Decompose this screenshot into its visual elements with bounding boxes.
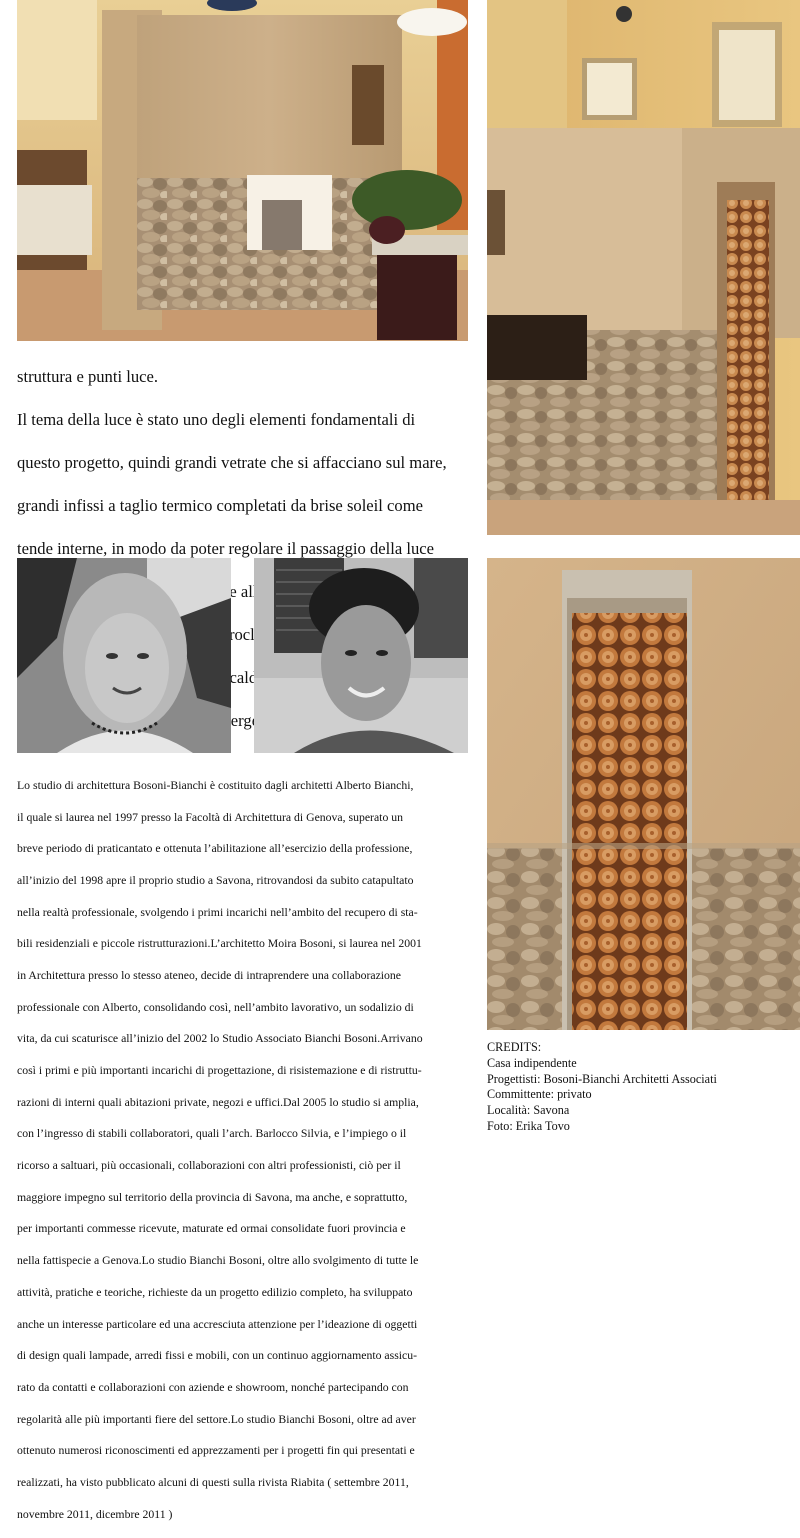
bio-line: realizzati, ha visto pubblicato alcuni di questi sulla rivista Riabita ( settembre 2011,: [17, 1475, 409, 1489]
bio-line: ricorso a saltuari, più occasionali, collaborazioni con altri professionisti, ciò per il: [17, 1159, 401, 1173]
bio-line: così i primi e più importanti incarichi di progettazione, di risistemazione e di ristruttu-: [17, 1064, 422, 1078]
bio-line: nella fattispecie a Genova.Lo studio Bianchi Bosoni, oltre allo svolgimento di tutte le: [17, 1254, 419, 1268]
bio-line: bili residenziali e piccole ristrutturazioni.L’architetto Moira Bosoni, si laurea nel 2001: [17, 937, 422, 951]
photo-fireplace-living-room: [17, 0, 468, 341]
bio-line: maggiore impegno sul territorio della provincia di Savona, ma anche, e soprattutto,: [17, 1190, 408, 1204]
bio-line: attività, pratiche e teoriche, richieste da un progetto edilizio completo, ha sviluppato: [17, 1285, 413, 1299]
bio-line: ottenuto numerosi riconoscimenti ed apprezzamenti per i progetti fin qui presentati e: [17, 1444, 415, 1458]
bio-line: per importanti commesse ricevute, maturate ed ormai consolidate fuori provincia e: [17, 1222, 406, 1236]
article-line: alle: [240, 581, 265, 601]
article-line: Il tema della luce è stato uno degli elementi fondamentali di: [17, 409, 416, 429]
bio-line: rato da contatti e collaborazioni con aziende e showroom, nonché partecipando con: [17, 1380, 409, 1394]
bio-line: professionale con Alberto, consolidando così, nell’ambito lavorativo, un sodalizio di: [17, 1000, 414, 1014]
credits-line: Foto: Erika Tovo: [487, 1118, 570, 1133]
credits-line: Casa indipendente: [487, 1055, 577, 1070]
bio-line: vita, da cui scaturisce all’inizio del 2002 lo Studio Associato Bianchi Bosoni.Arrivano: [17, 1032, 423, 1046]
credits-heading: CREDITS:: [487, 1040, 542, 1054]
bio-line: Lo studio di architettura Bosoni-Bianchi è costituito dagli architetti Alberto Bianchi,: [17, 778, 414, 792]
photo-firewood-niche: [487, 558, 800, 1030]
bio-line: regolarità alle più importanti fiere del settore.Lo studio Bianchi Bosoni, oltre ad aver: [17, 1412, 416, 1426]
studio-biography-text: [17, 762, 482, 1538]
article-line: grandi infissi a taglio termico completati da brise soleil come: [17, 495, 423, 515]
article-line: tende interne, in modo da poter regolare il passaggio della luce: [17, 538, 434, 558]
bio-line: di design quali lampade, arredi fissi e mobili, con un continuo aggiornamento assicu-: [17, 1349, 418, 1363]
credits-line: Committente: privato: [487, 1087, 592, 1102]
article-line: microclima: [204, 624, 280, 644]
bio-line: novembre 2011, dicembre 2011 ): [17, 1507, 173, 1521]
photo-fireplace-side-view: [487, 0, 800, 535]
photo-portrait-moira-bosoni: [17, 558, 231, 753]
article-line: questo progetto, quindi grandi vetrate che si affacciano sul mare,: [17, 452, 447, 472]
bio-line: nella realtà professionale, svolgendo i primi incarichi nell’ambito del recupero di sta-: [17, 905, 418, 919]
bio-line: breve periodo di praticantato e ottenuta l’abilitazione all’esercizio della professione,: [17, 842, 413, 856]
article-line: struttura e punti luce.: [17, 366, 159, 386]
photo-portrait-alberto-bianchi: [254, 558, 468, 753]
bio-line: anche un interesse particolare ed una accresciuta attenzione per l’ideazione di oggetti: [17, 1317, 418, 1331]
credits-line: Località: Savona: [487, 1103, 570, 1118]
bio-line: in Architettura presso lo stesso ateneo, decide di intraprendere una collaborazione: [17, 968, 402, 982]
credits-line: Progettisti: Bosoni-Bianchi Architetti Associati: [487, 1071, 717, 1086]
bio-line: con l’ingresso di stabili collaboratori, quali l’arch. Barlocco Silvia, e l’impiego o il: [17, 1127, 407, 1141]
bio-line: il quale si laurea nel 1997 presso la Facoltà di Architettura di Genova, superato un: [17, 810, 404, 824]
bio-line: razioni di interni quali abitazioni private, negozi e uffici.Dal 2005 lo studio si amplia,: [17, 1095, 419, 1109]
credits-block: [487, 1040, 797, 1135]
article-line: energetico: [215, 710, 284, 730]
bio-line: all’inizio del 1998 apre il proprio studio a Savona, ritrovandosi da subito catapultato: [17, 873, 414, 887]
